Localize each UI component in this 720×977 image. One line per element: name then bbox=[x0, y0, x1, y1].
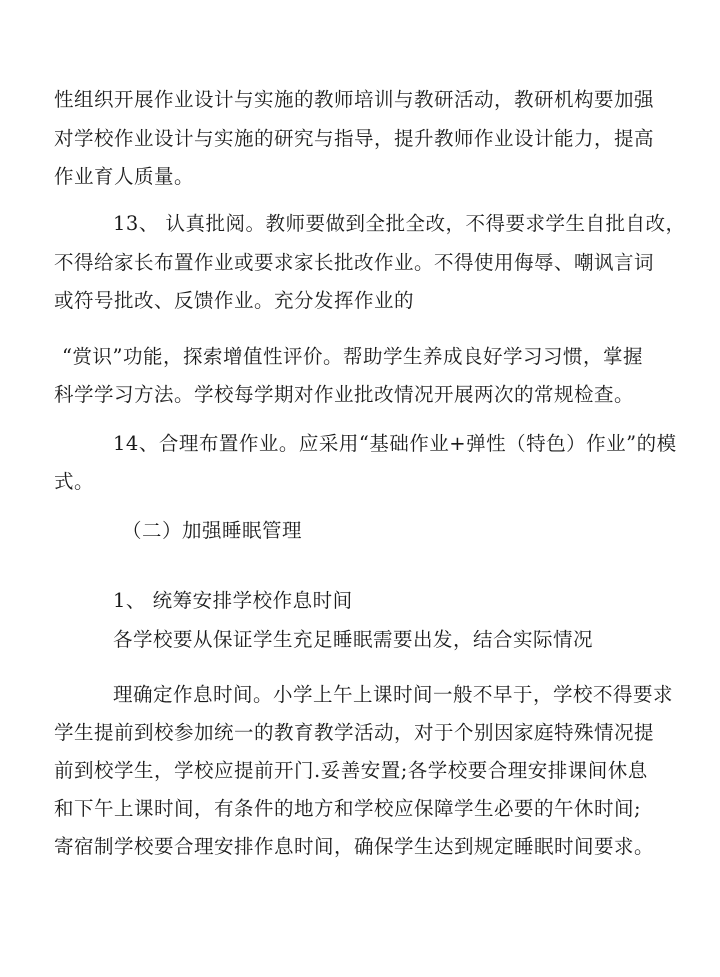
text-line: 式。 bbox=[54, 470, 95, 493]
subsection-heading: 1、 统筹安排学校作息时间 bbox=[113, 589, 353, 612]
text-line: 学生提前到校参加统一的教育教学活动，对于个别因家庭特殊情况提 bbox=[54, 721, 655, 744]
text-line: 对学校作业设计与实施的研究与指导，提升教师作业设计能力，提高 bbox=[54, 127, 655, 150]
text-line: 和下午上课时间，有条件的地方和学校应保障学生必要的午休时间; bbox=[54, 797, 642, 820]
text-line: 13、 认真批阅。教师要做到全批全改，不得要求学生自批自改， bbox=[113, 212, 686, 235]
text-line: 前到校学生，学校应提前开门.妥善安置;各学校要合理安排课间休息 bbox=[54, 759, 648, 782]
text-line: 理确定作息时间。小学上午上课时间一般不早于，学校不得要求 bbox=[113, 683, 674, 706]
section-heading: （二）加强睡眠管理 bbox=[122, 519, 303, 542]
text-line: 或符号批改、反馈作业。充分发挥作业的 bbox=[54, 289, 415, 312]
text-line: 科学学习方法。学校每学期对作业批改情况开展两次的常规检查。 bbox=[54, 383, 635, 406]
text-line: 各学校要从保证学生充足睡眠需要出发，结合实际情况 bbox=[113, 628, 594, 651]
text-line: 不得给家长布置作业或要求家长批改作业。不得使用侮辱、嘲讽言词 bbox=[54, 251, 655, 274]
text-line: 作业育人质量。 bbox=[54, 165, 195, 188]
text-line: “赏识”功能，探索增值性评价。帮助学生养成良好学习习惯，掌握 bbox=[62, 345, 643, 368]
text-line: 性组织开展作业设计与实施的教师培训与教研活动，教研机构要加强 bbox=[54, 88, 655, 111]
text-line: 14、合理布置作业。应采用“基础作业+弹性（特色）作业”的模 bbox=[113, 432, 677, 455]
text-line: 寄宿制学校要合理安排作息时间，确保学生达到规定睡眠时间要求。 bbox=[54, 835, 655, 858]
